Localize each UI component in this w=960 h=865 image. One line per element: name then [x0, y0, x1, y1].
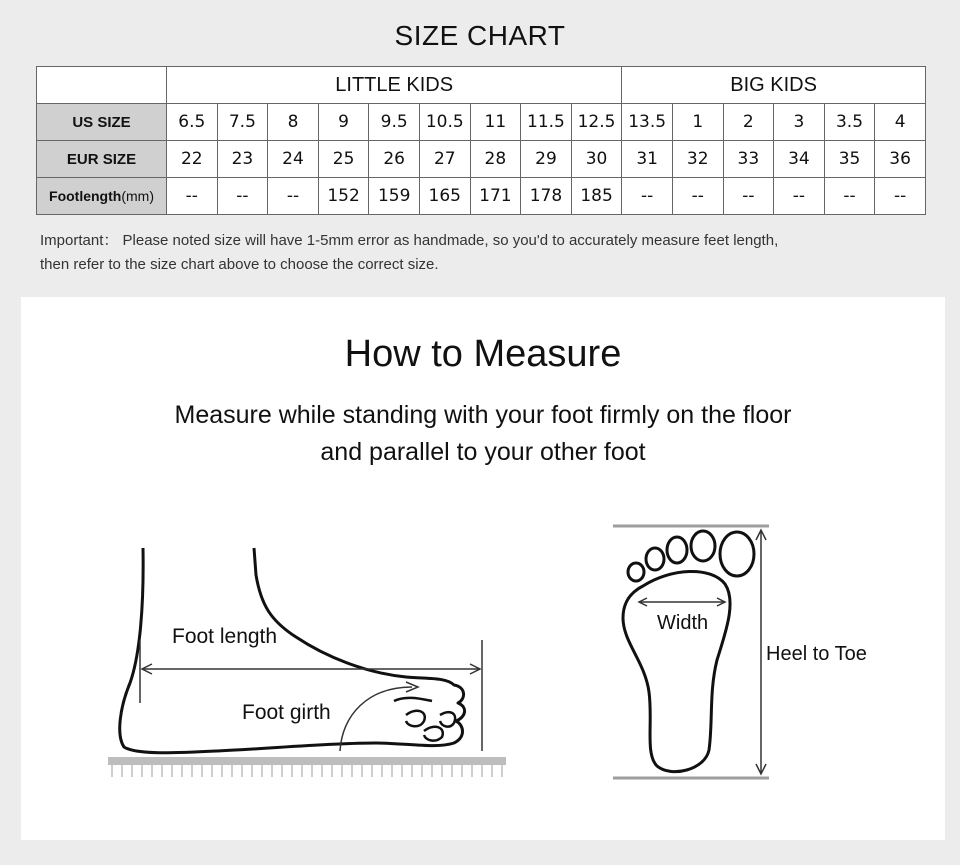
floor-ruler: [108, 757, 506, 777]
foot-value-cell: --: [268, 178, 319, 215]
foot-girth-label: Foot girth: [242, 701, 331, 724]
eur-value-cell: 23: [217, 141, 268, 178]
how-to-measure-subtitle: [21, 397, 945, 471]
eur-size-label: EUR SIZE: [37, 141, 167, 178]
big-kids-header: BIG KIDS: [622, 67, 926, 104]
us-size-label: US SIZE: [37, 104, 167, 141]
eur-value-cell: 26: [369, 141, 420, 178]
little-kids-header: LITTLE KIDS: [167, 67, 622, 104]
eur-size-row: [37, 141, 926, 178]
size-chart-panel: [0, 0, 960, 282]
foot-value-cell: --: [217, 178, 268, 215]
us-value-cell: 3: [774, 104, 825, 141]
width-arrow: [639, 598, 725, 606]
foot-value-cell: 185: [571, 178, 622, 215]
footlength-label: Footlength: [49, 188, 122, 204]
us-value-cell: 2: [723, 104, 774, 141]
eur-value-cell: 36: [875, 141, 926, 178]
eur-value-cell: 30: [571, 141, 622, 178]
foot-value-cell: --: [672, 178, 723, 215]
foot-value-cell: --: [774, 178, 825, 215]
size-chart-table: [36, 66, 926, 215]
foot-length-label: Foot length: [172, 625, 278, 648]
eur-value-cell: 25: [318, 141, 369, 178]
note-line-1: Important： Please noted size will have 1-5mm error as handmade, so you'd to accurately measure feet length,: [40, 232, 779, 249]
eur-value-cell: 22: [167, 141, 218, 178]
us-value-cell: 4: [875, 104, 926, 141]
us-value-cell: 10.5: [419, 104, 470, 141]
foot-sole-view-illustration: [601, 522, 901, 787]
footlength-unit: (mm): [121, 188, 154, 204]
us-value-cell: 3.5: [824, 104, 875, 141]
foot-girth-arc: [340, 687, 412, 751]
us-value-cell: 7.5: [217, 104, 268, 141]
table-corner-cell: [37, 67, 167, 104]
foot-value-cell: --: [875, 178, 926, 215]
foot-value-cell: 165: [419, 178, 470, 215]
heel-to-toe-label: Heel to Toe: [766, 643, 867, 665]
toes-detail: [394, 698, 455, 741]
eur-value-cell: 29: [521, 141, 572, 178]
subtitle-line-1: Measure while standing with your foot firmly on the floor: [174, 401, 792, 429]
footlength-label-cell: [37, 178, 167, 215]
eur-value-cell: 35: [824, 141, 875, 178]
foot-value-cell: 152: [318, 178, 369, 215]
width-label: Width: [657, 612, 709, 634]
eur-value-cell: 28: [470, 141, 521, 178]
how-to-measure-title: How to Measure: [344, 333, 622, 375]
foot-side-view-illustration: [106, 545, 526, 785]
foot-value-cell: 159: [369, 178, 420, 215]
eur-value-cell: 27: [419, 141, 470, 178]
us-value-cell: 9.5: [369, 104, 420, 141]
heel-to-toe-arrow: [756, 530, 766, 774]
us-value-cell: 13.5: [622, 104, 673, 141]
foot-value-cell: 178: [521, 178, 572, 215]
us-value-cell: 11: [470, 104, 521, 141]
size-chart-title: SIZE CHART: [394, 20, 566, 51]
us-value-cell: 1: [672, 104, 723, 141]
foot-value-cell: --: [723, 178, 774, 215]
toes: [628, 531, 754, 581]
how-to-measure-panel: [21, 297, 945, 840]
us-value-cell: 12.5: [571, 104, 622, 141]
eur-value-cell: 31: [622, 141, 673, 178]
footlength-row: [37, 178, 926, 215]
important-note: [40, 229, 920, 277]
foot-value-cell: --: [622, 178, 673, 215]
us-value-cell: 6.5: [167, 104, 218, 141]
eur-value-cell: 24: [268, 141, 319, 178]
us-value-cell: 11.5: [521, 104, 572, 141]
eur-value-cell: 32: [672, 141, 723, 178]
foot-value-cell: 171: [470, 178, 521, 215]
note-line-2: then refer to the size chart above to choose the correct size.: [40, 256, 439, 273]
eur-value-cell: 34: [774, 141, 825, 178]
foot-value-cell: --: [824, 178, 875, 215]
foot-value-cell: --: [167, 178, 218, 215]
group-header-row: [37, 67, 926, 104]
foot-length-arrow: [140, 640, 482, 751]
subtitle-line-2: and parallel to your other foot: [320, 438, 646, 466]
us-value-cell: 9: [318, 104, 369, 141]
us-value-cell: 8: [268, 104, 319, 141]
us-size-row: [37, 104, 926, 141]
eur-value-cell: 33: [723, 141, 774, 178]
